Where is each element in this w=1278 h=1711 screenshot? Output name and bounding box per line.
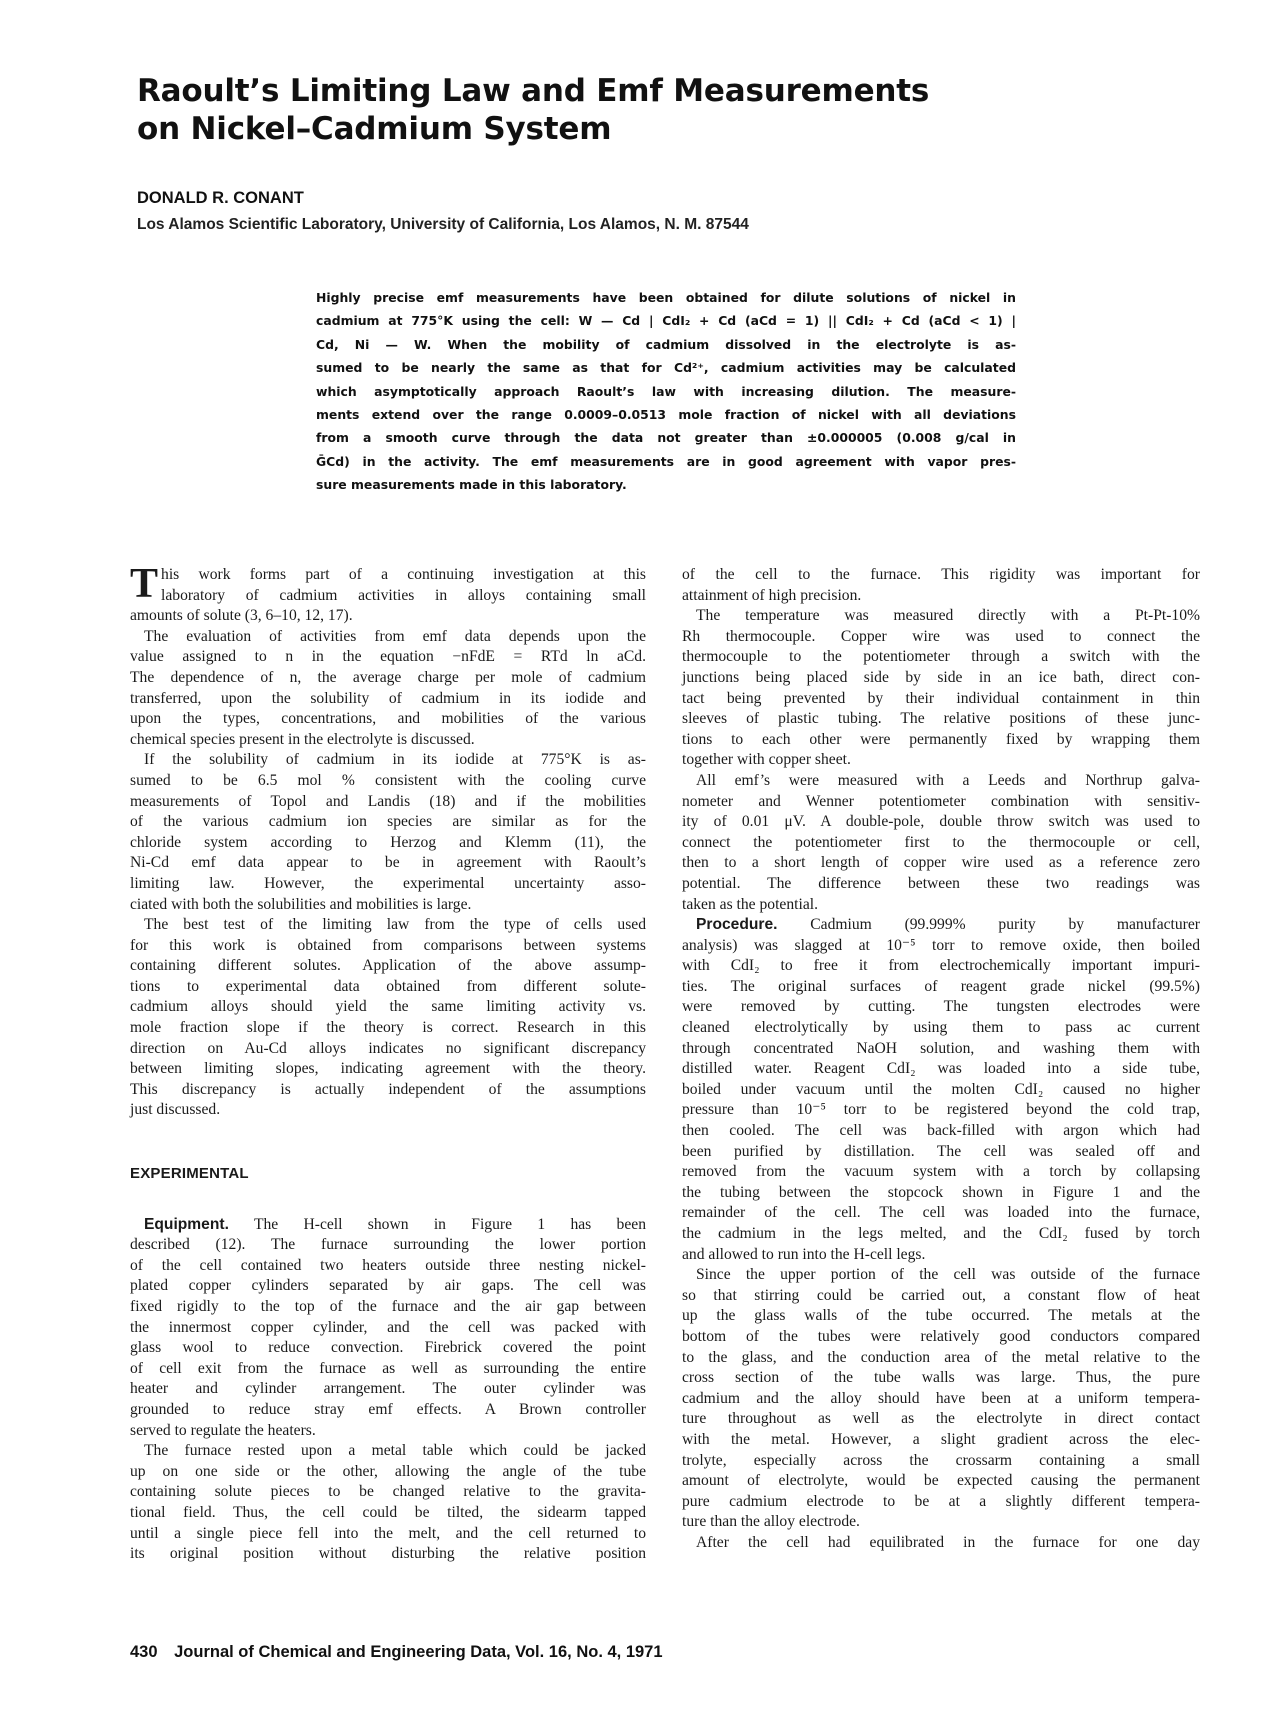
- text-line: trolyte, especially across the crossarm containing a small: [682, 1451, 1200, 1469]
- equipment-paragraph: [130, 1215, 646, 1442]
- left-column: [130, 561, 646, 1565]
- abstract-line: which asymptotically approach Raoult’s law with increasing dilution. The measure-: [316, 383, 1016, 399]
- text-line: cleaned electrolytically by using them to pass ac current: [682, 1019, 1200, 1037]
- text-line: cadmium alloys should yield the same limiting activity vs.: [130, 998, 646, 1016]
- text-line: ture throughout as well as the electrolyte in direct contact: [682, 1410, 1200, 1428]
- text-line: thermocouple to the potentiometer through a switch with the: [682, 648, 1200, 666]
- text-line: up on one side or the other, allowing the angle of the tube: [130, 1462, 646, 1480]
- text-line: limiting law. However, the experimental uncertainty asso-: [130, 874, 646, 892]
- text-line: cadmium and the alloy should have been at a uniform tempera-: [682, 1389, 1200, 1407]
- emf-paragraph: [682, 771, 1200, 915]
- text-line: described (12). The furnace surrounding the lower portion: [130, 1236, 646, 1254]
- intro-paragraph-4: [130, 915, 646, 1121]
- abstract-line: sumed to be nearly the same as that for Cd²⁺, cadmium activities may be calculated: [316, 360, 1016, 376]
- text-line: ties. The original surfaces of reagent grade nickel (99.5%): [682, 977, 1200, 995]
- text-line: tional field. Thus, the cell could be tilted, the sidearm tapped: [130, 1503, 646, 1521]
- page-footer: [130, 1643, 663, 1662]
- right-column: [682, 565, 1200, 1554]
- text-line: glass wool to reduce convection. Firebrick covered the point: [130, 1339, 646, 1357]
- text-line: The H-cell shown in Figure 1 has been: [228, 1215, 646, 1233]
- abstract-line: sure measurements made in this laboratory.: [316, 477, 627, 493]
- text-line: pressure than 10⁻⁵ torr to be registered beyond the cold trap,: [682, 1101, 1200, 1119]
- abstract: [316, 286, 1016, 497]
- text-line: This discrepancy is actually independent of the assumptions: [130, 1080, 646, 1098]
- temperature-paragraph: [682, 606, 1200, 771]
- page-number: 430: [130, 1643, 158, 1661]
- text-line: cross section of the tube walls was large. Thus, the pure: [682, 1369, 1200, 1387]
- text-line: sumed to be 6.5 mol % consistent with the cooling curve: [130, 771, 646, 789]
- title-line-1: Raoult’s Limiting Law and Emf Measurements: [137, 73, 930, 109]
- text-line: analysis) was slagged at 10⁻⁵ torr to remove oxide, then boiled: [682, 936, 1200, 954]
- text-line: mole fraction slope if the theory is correct. Research in this: [130, 1019, 646, 1037]
- text-line: ciated with both the solubilities and mobilities is large.: [130, 895, 472, 913]
- text-line: Since the upper portion of the cell was outside of the furnace: [696, 1266, 1200, 1284]
- text-line: amount of electrolyte, would be expected causing the permanent: [682, 1472, 1200, 1490]
- text-line: grounded to reduce stray emf effects. A Brown controller: [130, 1400, 646, 1418]
- text-line: All emf’s were measured with a Leeds and Northrup galva-: [696, 771, 1200, 789]
- intro-paragraph-3: [130, 750, 646, 915]
- intro-paragraph-1: [130, 561, 646, 627]
- text-line: potential. The difference between these two readings was: [682, 874, 1200, 892]
- title-line-2: on Nickel–Cadmium System: [137, 111, 612, 147]
- abstract-line: Cd, Ni — W. When the mobility of cadmium dissolved in the electrolyte is as-: [316, 336, 1016, 352]
- text-line: fixed rigidly to the top of the furnace and the air gap between: [130, 1298, 646, 1315]
- text-line: served to regulate the heaters.: [130, 1421, 316, 1439]
- abstract-line: Highly precise emf measurements have been obtained for dilute solutions of nickel in: [316, 290, 1016, 305]
- text-line: of the cell to the furnace. This rigidity was important for: [682, 566, 1200, 583]
- text-line: ture than the alloy electrode.: [682, 1513, 860, 1531]
- text-line: Ni-Cd emf data appear to be in agreement with Raoult’s: [130, 854, 646, 872]
- abstract-line: ḠCd) in the activity. The emf measurements are in good agreement with vapor pres-: [316, 453, 1016, 469]
- text-line: laboratory of cadmium activities in alloys containing small: [161, 586, 646, 604]
- text-line: junctions being placed side by side in an ice bath, direct con-: [682, 668, 1200, 686]
- text-line: containing different solutes. Application of the above assump-: [130, 957, 646, 975]
- text-line: containing solute pieces to be changed relative to the gravita-: [130, 1483, 646, 1501]
- text-line: together with copper sheet.: [682, 751, 851, 769]
- text-line: distilled water. Reagent CdI₂ was loaded into a side tube,: [682, 1060, 1200, 1078]
- text-line: the tubing between the stopcock shown in Figure 1 and the: [682, 1183, 1200, 1201]
- text-line: bottom of the tubes were relatively good conductors compared: [682, 1327, 1200, 1345]
- text-line: The temperature was measured directly with a Pt-Pt-10%: [696, 607, 1200, 625]
- text-line: tions to each other were permanently fixed by wrapping them: [682, 730, 1200, 748]
- text-line: direction on Au-Cd alloys indicates no significant discrepancy: [130, 1039, 646, 1057]
- text-line: tions to experimental data obtained from different solute-: [130, 977, 646, 995]
- text-line: heater and cylinder arrangement. The outer cylinder was: [130, 1380, 646, 1398]
- text-line: chloride system according to Herzog and Klemm (11), the: [130, 833, 646, 851]
- text-line: the cadmium in the legs melted, and the CdI₂ fused by torch: [682, 1225, 1200, 1242]
- text-line: so that stirring could be carried out, a constant flow of heat: [682, 1286, 1200, 1304]
- abstract-line: ments extend over the range 0.0009–0.0513 mole fraction of nickel with all deviations: [316, 407, 1016, 423]
- run-in-heading: Equipment.: [144, 1215, 229, 1233]
- text-line: its original position without disturbing the relative position: [130, 1545, 646, 1563]
- text-line: just discussed.: [130, 1101, 221, 1119]
- text-line: taken as the potential.: [682, 895, 818, 913]
- text-line: If the solubility of cadmium in its iodide at 775°K is as-: [144, 751, 646, 769]
- text-line: been purified by distillation. The cell was sealed off and: [682, 1142, 1200, 1160]
- text-line: amounts of solute (3, 6–10, 12, 17).: [130, 607, 353, 625]
- text-line: of cell exit from the furnace as well as surrounding the entire: [130, 1359, 646, 1377]
- text-line: attainment of high precision.: [682, 586, 862, 604]
- intro-paragraph-2: [130, 627, 646, 751]
- drop-cap: T: [130, 561, 159, 607]
- text-line: until a single piece fell into the melt, and the cell returned to: [130, 1524, 646, 1542]
- text-line: The evaluation of activities from emf data depends upon the: [144, 627, 646, 645]
- text-line: then cooled. The cell was back-filled with argon which had: [682, 1122, 1200, 1140]
- text-line: with CdI₂ to free it from electrochemically important impuri-: [682, 957, 1200, 975]
- text-line: transferred, upon the solubility of cadmium in its iodide and: [130, 689, 646, 707]
- text-line: then to a short length of copper wire used as a reference zero: [682, 854, 1200, 872]
- rigidity-paragraph: [682, 565, 1200, 606]
- abstract-line: cadmium at 775°K using the cell: W — Cd | CdI₂ + Cd (aCd = 1) || CdI₂ + Cd (aCd < 1) |: [316, 313, 1016, 329]
- journal-citation: Journal of Chemical and Engineering Data, Vol. 16, No. 4, 1971: [174, 1643, 663, 1661]
- text-line: boiled under vacuum until the molten CdI₂ caused no higher: [682, 1080, 1200, 1098]
- text-line: were removed by cutting. The tungsten electrodes were: [682, 998, 1200, 1016]
- text-line: his work forms part of a continuing investigation at this: [161, 566, 646, 583]
- text-line: through concentrated NaOH solution, and washing them with: [682, 1039, 1200, 1057]
- text-line: and allowed to run into the H-cell legs.: [682, 1245, 926, 1263]
- equilibration-paragraph: [682, 1533, 1200, 1554]
- text-line: remainder of the cell. The cell was loaded into the furnace,: [682, 1204, 1200, 1222]
- procedure-paragraph: [682, 915, 1200, 1265]
- text-line: up the glass walls of the tube occurred. The metals at the: [682, 1307, 1200, 1325]
- text-line: for this work is obtained from comparisons between systems: [130, 936, 646, 954]
- text-line: [130, 1215, 646, 1236]
- text-line: [682, 915, 1200, 936]
- text-line: pure cadmium electrode to be at a slightly different tempera-: [682, 1492, 1200, 1510]
- gradient-paragraph: [682, 1265, 1200, 1533]
- text-line: ity of 0.01 μV. A double-pole, double throw switch was used to: [682, 813, 1200, 831]
- text-line: tact being prevented by their individual containment in thin: [682, 689, 1200, 707]
- text-line: the innermost copper cylinder, and the cell was packed with: [130, 1318, 646, 1336]
- text-line: between limiting slopes, indicating agreement with the theory.: [130, 1060, 646, 1078]
- text-line: with the metal. However, a slight gradient across the elec-: [682, 1430, 1200, 1448]
- text-line: plated copper cylinders separated by air gaps. The cell was: [130, 1277, 646, 1295]
- text-line: upon the types, concentrations, and mobilities of the various: [130, 710, 646, 728]
- text-line: The best test of the limiting law from the type of cells used: [144, 916, 646, 934]
- run-in-heading: Procedure.: [696, 916, 778, 934]
- text-line: sleeves of plastic tubing. The relative positions of these junc-: [682, 710, 1200, 728]
- text-line: value assigned to n in the equation −nFdE = RTd ln aCd.: [130, 648, 646, 666]
- text-line: The dependence of n, the average charge per mole of cadmium: [130, 668, 646, 686]
- text-line: nometer and Wenner potentiometer combination with sensitiv-: [682, 792, 1200, 810]
- text-line: connect the potentiometer first to the thermocouple or cell,: [682, 833, 1200, 851]
- author-name: DONALD R. CONANT: [137, 189, 304, 207]
- section-heading-experimental: EXPERIMENTAL: [130, 1165, 249, 1183]
- text-line: chemical species present in the electrolyte is discussed.: [130, 730, 475, 748]
- author-affiliation: Los Alamos Scientific Laboratory, University of California, Los Alamos, N. M. 87544: [137, 216, 749, 233]
- text-line: The furnace rested upon a metal table which could be jacked: [144, 1442, 646, 1460]
- furnace-paragraph: [130, 1441, 646, 1565]
- abstract-line: from a smooth curve through the data not greater than ±0.000005 (0.008 g/cal in: [316, 430, 1016, 446]
- text-line: Rh thermocouple. Copper wire was used to connect the: [682, 627, 1200, 645]
- text-line: After the cell had equilibrated in the furnace for one day: [696, 1533, 1200, 1551]
- article-title: [137, 72, 1037, 148]
- text-line: Cadmium (99.999% purity by manufacturer: [777, 916, 1200, 934]
- text-line: of the various cadmium ion species are similar as for the: [130, 813, 646, 831]
- text-line: to the glass, and the conduction area of the metal relative to the: [682, 1348, 1200, 1366]
- text-line: removed from the vacuum system with a torch by collapsing: [682, 1163, 1200, 1181]
- text-line: of the cell contained two heaters outside three nesting nickel-: [130, 1256, 646, 1274]
- text-line: measurements of Topol and Landis (18) and if the mobilities: [130, 792, 646, 810]
